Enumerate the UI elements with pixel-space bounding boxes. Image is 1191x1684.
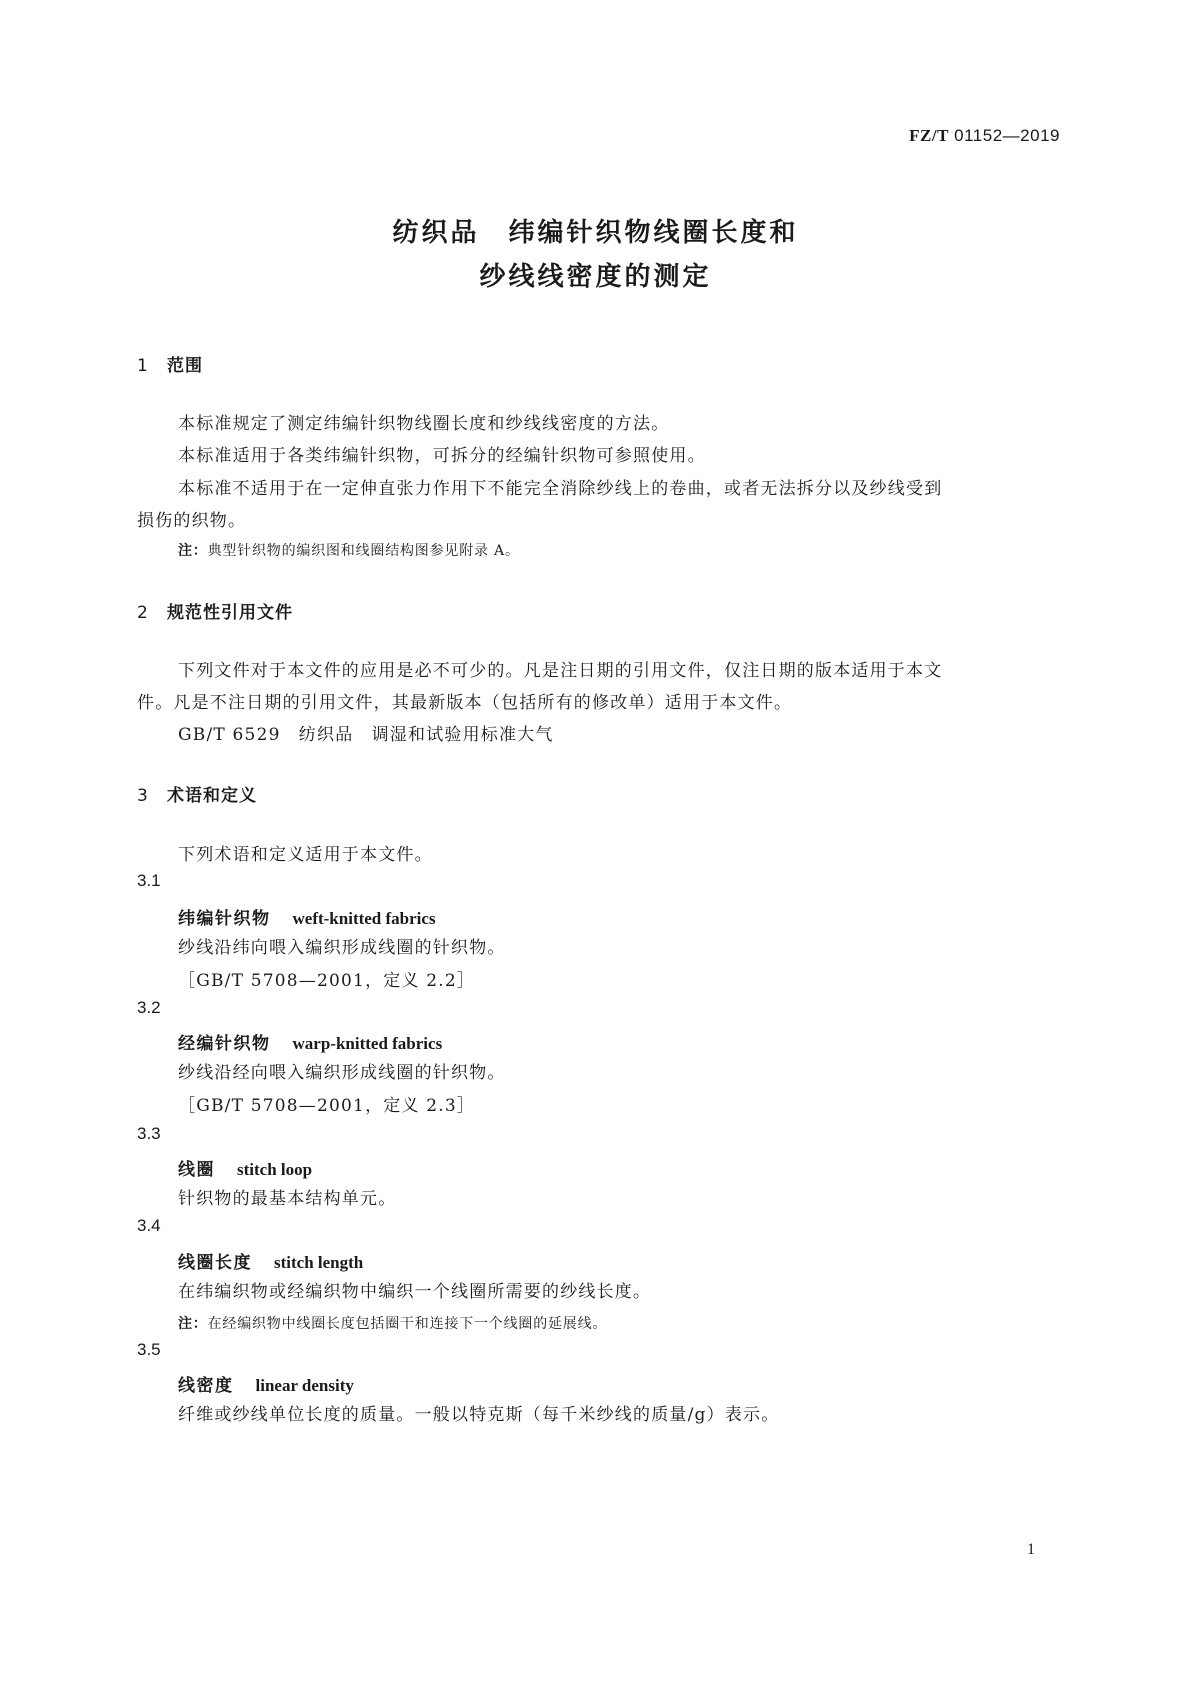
term-definition: 纱线沿纬向喂入编织形成线圈的针织物。 xyxy=(178,938,506,958)
term-number: 3.3 xyxy=(137,1124,161,1143)
section-2-heading xyxy=(137,598,293,623)
term-source: ［GB/T 5708—2001，定义 2.3］ xyxy=(178,1096,476,1116)
section-number: 2 xyxy=(137,603,149,623)
document-title-line-2: 纱线线密度的测定 xyxy=(479,262,712,292)
term-zh: 经编针织物 xyxy=(178,1034,271,1054)
document-prefix: FZ/T xyxy=(909,126,949,145)
section-1-heading xyxy=(137,351,203,376)
note-text: 典型针织物的编织图和线圈结构图参见附录 A。 xyxy=(207,543,520,559)
document-code: 01152—2019 xyxy=(954,126,1060,145)
note-text: 在经编织物中线圈长度包括圈干和连接下一个线圈的延展线。 xyxy=(207,1316,608,1332)
normative-paragraph: 下列文件对于本文件的应用是必不可少的。凡是注日期的引用文件，仅注日期的版本适用于本文 xyxy=(178,661,943,681)
section-3-heading xyxy=(137,781,257,806)
term-definition: 在纬编织物或经编织物中编织一个线圈所需要的纱线长度。 xyxy=(178,1282,652,1302)
page-number: 1 xyxy=(1027,1541,1035,1558)
term-en: warp-knitted fabrics xyxy=(292,1034,443,1053)
normative-paragraph-cont: 件。凡是不注日期的引用文件，其最新版本（包括所有的修改单）适用于本文件。 xyxy=(137,693,793,713)
term-number: 3.1 xyxy=(137,871,161,890)
term-en: linear density xyxy=(255,1376,354,1395)
term-note xyxy=(178,1313,607,1333)
term-en: stitch loop xyxy=(237,1160,313,1179)
term-en: stitch length xyxy=(274,1253,364,1272)
terms-intro: 下列术语和定义适用于本文件。 xyxy=(178,845,433,865)
term-heading xyxy=(178,904,436,929)
section-number: 3 xyxy=(137,786,149,806)
section-title: 范围 xyxy=(167,356,203,376)
scope-paragraph-3: 本标准不适用于在一定伸直张力作用下不能完全消除纱线上的卷曲，或者无法拆分以及纱线受到 xyxy=(178,479,943,499)
document-number xyxy=(909,126,1060,146)
term-en: weft-knitted fabrics xyxy=(292,909,436,928)
term-source: ［GB/T 5708—2001，定义 2.2］ xyxy=(178,971,476,991)
section-title: 规范性引用文件 xyxy=(167,603,293,623)
term-number: 3.4 xyxy=(137,1216,161,1235)
term-heading xyxy=(178,1029,442,1054)
term-definition: 针织物的最基本结构单元。 xyxy=(178,1189,397,1209)
section-title: 术语和定义 xyxy=(167,786,257,806)
term-number: 3.5 xyxy=(137,1340,161,1359)
term-zh: 线密度 xyxy=(178,1376,234,1396)
scope-paragraph-1: 本标准规定了测定纬编针织物线圈长度和纱线线密度的方法。 xyxy=(178,414,670,434)
note-label: 注： xyxy=(178,543,208,559)
document-title-line-1: 纺织品 纬编针织物线圈长度和 xyxy=(392,218,799,248)
term-number: 3.2 xyxy=(137,998,161,1017)
term-heading xyxy=(178,1248,363,1273)
term-definition: 纤维或纱线单位长度的质量。一般以特克斯（每千米纱线的质量/g）表示。 xyxy=(178,1405,780,1425)
term-zh: 线圈长度 xyxy=(178,1253,252,1273)
term-zh: 线圈 xyxy=(178,1160,215,1180)
normative-reference: GB/T 6529 纺织品 调湿和试验用标准大气 xyxy=(178,725,554,745)
scope-note xyxy=(178,540,520,560)
term-zh: 纬编针织物 xyxy=(178,909,271,929)
scope-paragraph-3-cont: 损伤的织物。 xyxy=(137,511,247,531)
term-heading xyxy=(178,1155,312,1180)
term-heading xyxy=(178,1371,354,1396)
term-definition: 纱线沿经向喂入编织形成线圈的针织物。 xyxy=(178,1063,506,1083)
note-label: 注： xyxy=(178,1316,208,1332)
scope-paragraph-2: 本标准适用于各类纬编针织物，可拆分的经编针织物可参照使用。 xyxy=(178,446,706,466)
section-number: 1 xyxy=(137,356,149,376)
